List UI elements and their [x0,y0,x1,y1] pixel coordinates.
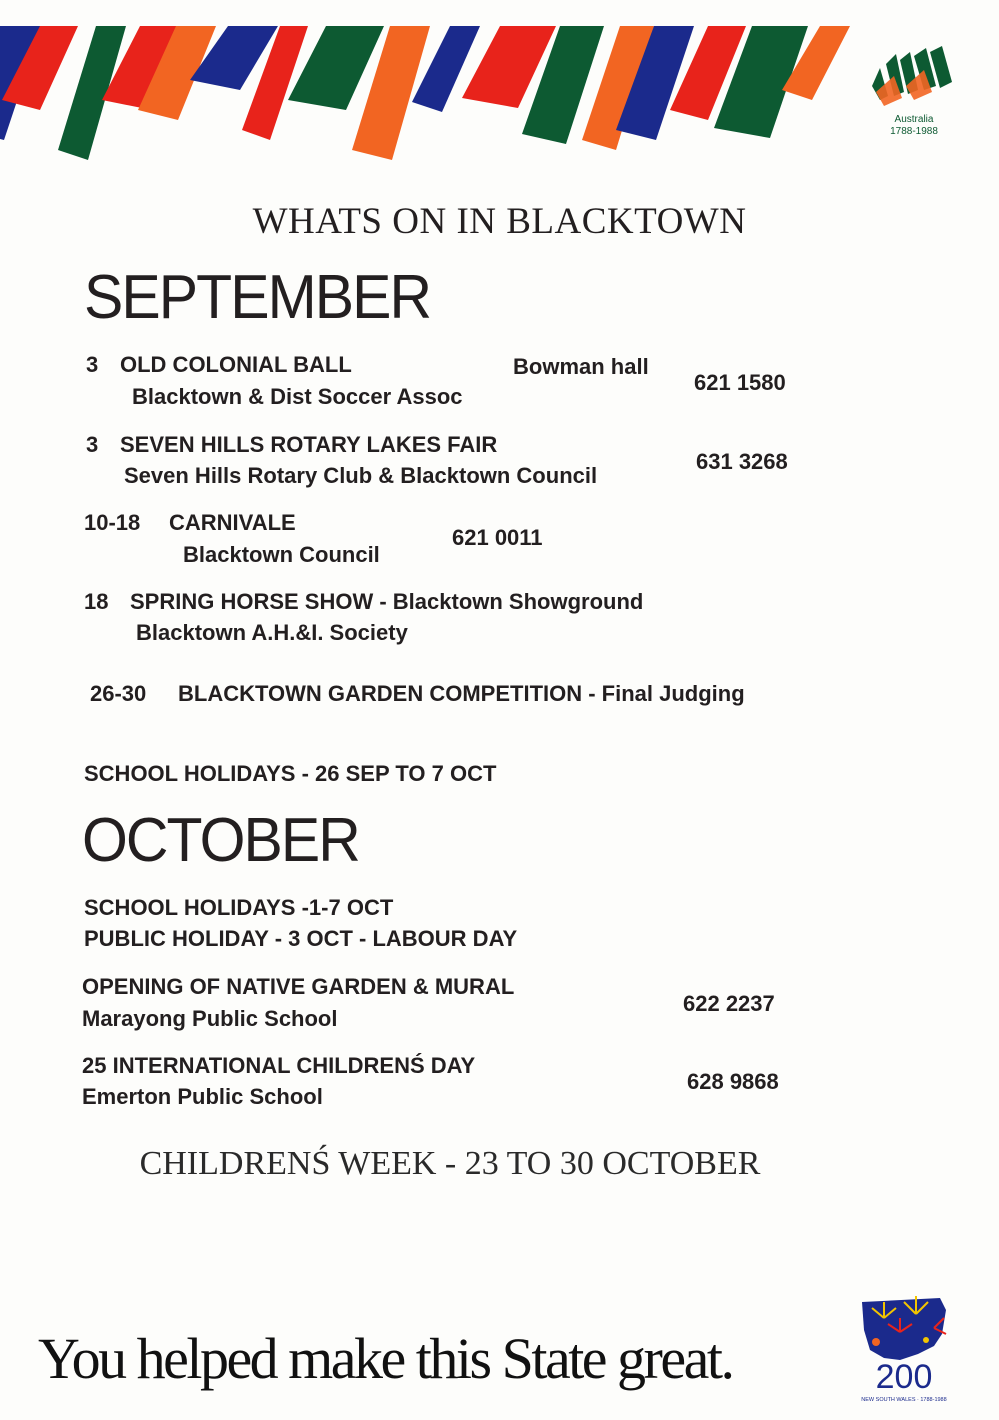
sep-event-1-date: 3 [86,352,99,377]
oct-event-2-phone: 628 9868 [687,1069,779,1094]
oct-event-1-organiser: Marayong Public School [82,1006,338,1031]
sep-event-4-name: SPRING HORSE SHOW - Blacktown Showground [130,589,644,614]
sep-event-3-phone: 621 0011 [452,525,543,550]
sep-event-3-date: 10-18 [84,510,141,535]
australia-logo-line2: 1788-1988 [890,126,938,137]
sep-school-holidays: SCHOOL HOLIDAYS - 26 SEP TO 7 OCT [84,761,497,786]
sep-event-2-name: SEVEN HILLS ROTARY LAKES FAIR [120,432,498,457]
nsw-logo-caption: NEW SOUTH WALES · 1788-1988 [861,1397,947,1403]
sep-event-1-venue: Bowman hall [513,354,649,379]
sep-event-1-name: OLD COLONIAL BALL [120,352,352,377]
nsw-bicentenary-logo [856,1288,956,1406]
stripe-banner [0,0,999,170]
childrens-week-banner: CHILDRENŚ WEEK - 23 TO 30 OCTOBER [139,1145,761,1182]
sep-event-5-date: 26-30 [90,681,147,706]
sep-event-2-organiser: Seven Hills Rotary Club & Blacktown Council [124,463,598,488]
footer-slogan: You helped make this State great. [38,1326,733,1391]
oct-event-2-name: 25 INTERNATIONAL CHILDRENŚ DAY [82,1053,476,1078]
oct-event-2-organiser: Emerton Public School [82,1084,323,1109]
oct-school-holidays: SCHOOL HOLIDAYS -1-7 OCT [84,895,394,920]
australia-logo-line1: Australia [894,114,934,125]
australia-bicentennial-logo [866,46,956,138]
oct-event-1-name: OPENING OF NATIVE GARDEN & MURAL [82,974,515,999]
sep-event-2-phone: 631 3268 [696,449,788,474]
sep-event-4-date: 18 [84,589,109,614]
sep-event-2-date: 3 [86,432,99,457]
october-heading: OCTOBER [82,806,359,875]
sep-event-5-name: BLACKTOWN GARDEN COMPETITION - Final Judging [178,681,745,706]
oct-event-1-phone: 622 2237 [683,991,775,1016]
nsw-logo-number: 200 [875,1358,933,1396]
sep-event-4-organiser: Blacktown A.H.&I. Society [136,620,408,645]
oct-public-holiday: PUBLIC HOLIDAY - 3 OCT - LABOUR DAY [84,926,518,951]
sep-event-3-organiser: Blacktown Council [183,542,380,567]
page-title: WHATS ON IN BLACKTOWN [252,201,747,242]
september-heading: SEPTEMBER [84,263,431,332]
sep-event-1-phone: 621 1580 [694,370,786,395]
sep-event-1-organiser: Blacktown & Dist Soccer Assoc [132,384,463,409]
sep-event-3-name: CARNIVALE [169,510,296,535]
